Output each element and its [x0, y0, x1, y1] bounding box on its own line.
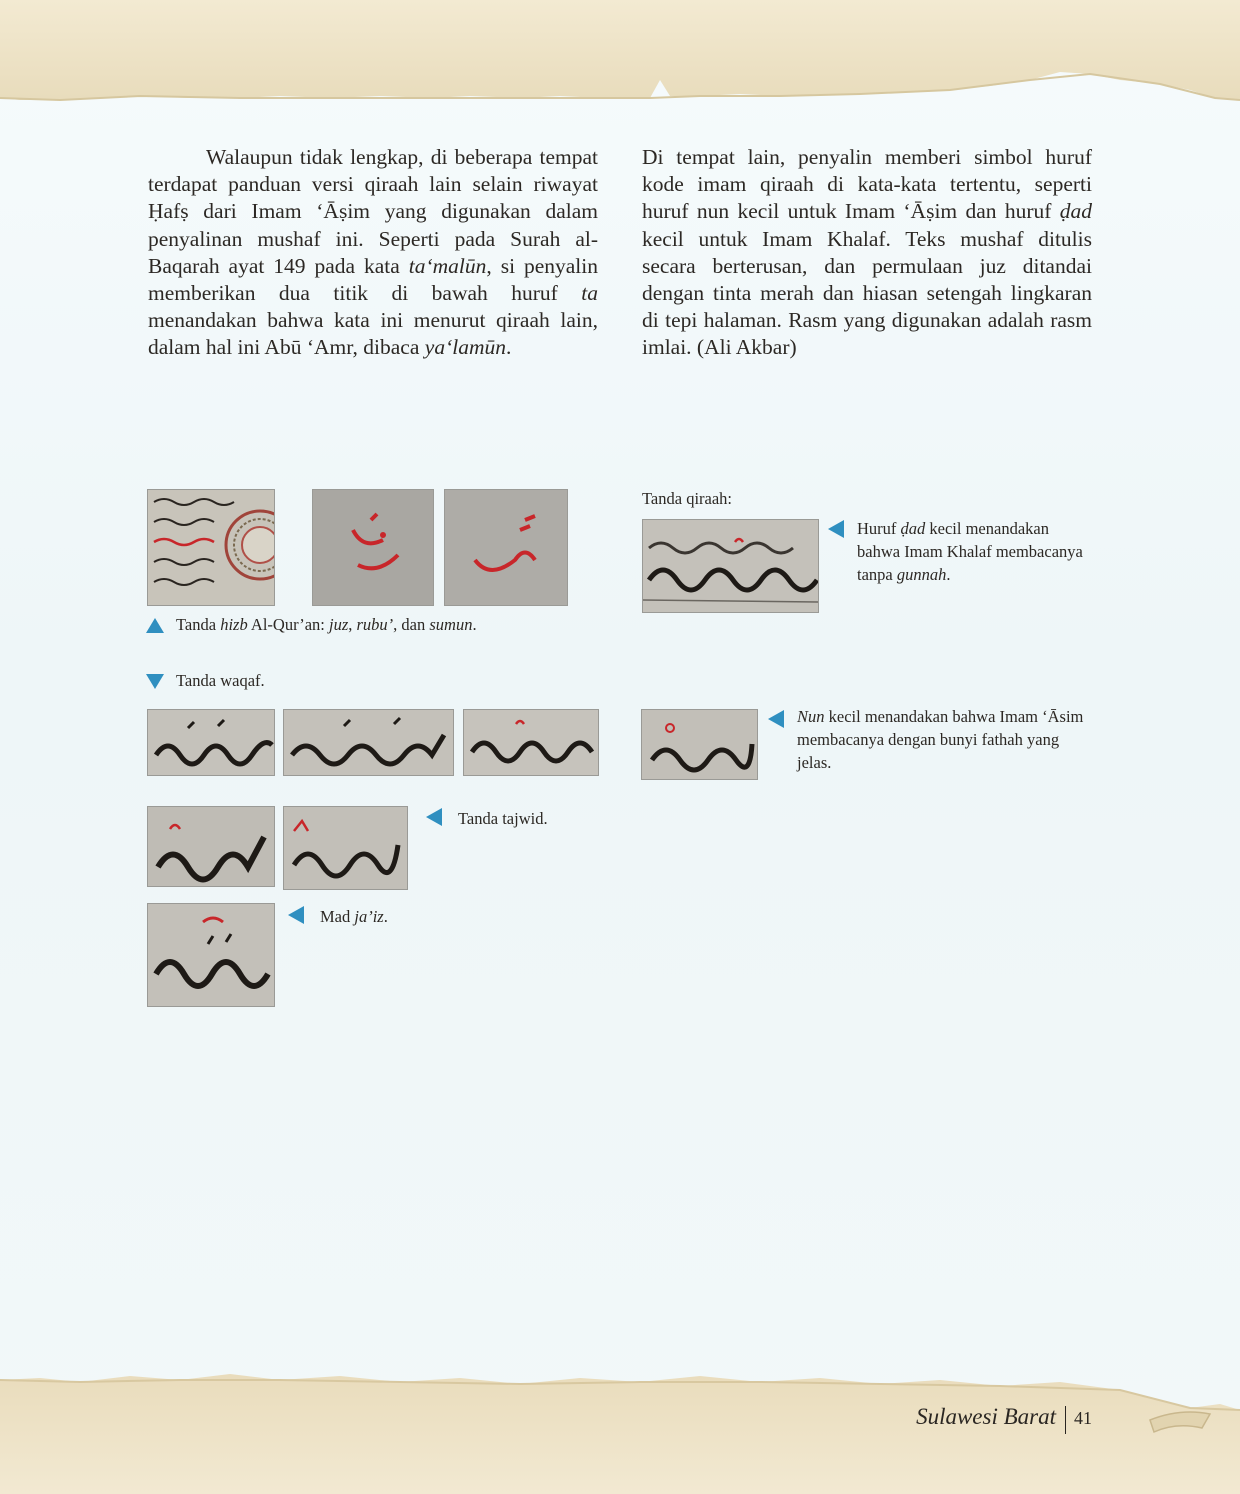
caption-hizb-italic: sumun: [429, 615, 473, 634]
caption-waqaf: Tanda waqaf.: [176, 671, 265, 690]
triangle-left-icon: [768, 710, 784, 728]
caption-hizb-part: .: [472, 615, 477, 634]
caption-hizb-italic: juz: [328, 615, 349, 634]
caption-mad-jaiz: [320, 905, 388, 928]
left-text-part-3: menandakan bahwa kata ini menurut qiraah lain, dalam hal ini Abū ʻAmr, dibaca: [148, 308, 598, 360]
caption-hizb-part: ,: [348, 615, 357, 634]
photo-juz-mark: [147, 489, 275, 606]
caption-mad-part: .: [383, 907, 388, 926]
word-dad: ḍad: [1059, 199, 1092, 224]
right-text-part-1: Di tempat lain, penyalin memberi simbol huruf kode imam qiraah di kata-kata tertentu, seperti huruf nun kecil untuk Imam ʻĀṣim dan huruf: [642, 145, 1092, 224]
caption-dad-part: .: [946, 565, 951, 584]
left-text-part-2: , si penyalin memberikan dua titik di bawah huruf: [148, 253, 598, 306]
caption-hizb-italic: hizb: [220, 615, 248, 634]
photo-qiraah-dad: [642, 519, 819, 613]
right-paragraph: [642, 144, 1092, 362]
word-ta: ta: [581, 281, 598, 306]
footer-separator: [1065, 1406, 1067, 1434]
caption-nun-part: kecil menandakan bahwa Imam ʻĀsim membacanya dengan bunyi fathah yang jelas.: [797, 707, 1084, 772]
photo-tajwid-2: [283, 806, 408, 890]
photo-qiraah-nun: [641, 709, 758, 780]
caption-dad-part: kecil menandakan bahwa Imam Khalaf membacanya tanpa: [857, 519, 1083, 584]
caption-nun-italic: Nun: [797, 707, 825, 726]
caption-mad-part: Mad: [320, 907, 355, 926]
caption-dad-part: Huruf: [857, 519, 901, 538]
photo-waqaf-2: [283, 709, 454, 776]
photo-mad-jaiz: [147, 903, 275, 1007]
triangle-left-icon: [426, 808, 442, 826]
caption-qiraah-title: Tanda qiraah:: [642, 489, 733, 508]
page-footer: [880, 1402, 1100, 1438]
word-tamalun: taʻmalūn: [408, 253, 487, 278]
caption-nun: [797, 705, 1097, 774]
triangle-down-icon: [146, 674, 164, 689]
left-text-column: [148, 144, 598, 362]
caption-hizb-italic: rubu’: [356, 615, 394, 634]
photo-waqaf-1: [147, 709, 275, 776]
caption-hizb-part: Al-Qur’an:: [247, 615, 329, 634]
caption-tajwid: Tanda tajwid.: [458, 809, 548, 828]
page-number: 41: [1074, 1408, 1092, 1428]
caption-hizb-part: , dan: [393, 615, 430, 634]
photo-sumun-mark: [444, 489, 568, 606]
photo-tajwid-1: [147, 806, 275, 887]
right-text-part-2: kecil untuk Imam Khalaf. Teks mushaf ditulis secara berterusan, dan permulaan juz ditandai dengan tinta merah dan hiasan setengah lingkaran di tepi halaman. Rasm yang digunakan adalah rasm imlai. (Ali Akbar): [642, 226, 1092, 360]
photo-rubu-mark: [312, 489, 434, 606]
footer-region-title: Sulawesi Barat: [916, 1404, 1056, 1429]
right-text-column: [642, 144, 1092, 362]
caption-dad-italic: gunnah: [896, 565, 947, 584]
triangle-left-icon: [288, 906, 304, 924]
caption-hizb-part: Tanda: [176, 615, 221, 634]
caption-hizb: [176, 613, 477, 636]
word-yalamun: yaʻlamūn: [424, 335, 506, 360]
torn-paper-top: [0, 0, 1240, 120]
left-text-part-1: Walaupun tidak lengkap, di beberapa tempat terdapat panduan versi qiraah lain selain riwayat Ḥafṣ dari Imam ʻĀṣim yang digunakan dalam penyalinan mushaf ini. Seperti pada Surah al-Baqarah ayat 149 pada kata: [148, 145, 598, 278]
caption-dad-italic: ḍad: [900, 519, 926, 538]
triangle-up-icon: [146, 618, 164, 633]
left-text-part-4: .: [505, 335, 512, 360]
left-paragraph: [148, 144, 598, 362]
triangle-left-icon: [828, 520, 844, 538]
caption-mad-italic: ja’iz: [354, 907, 384, 926]
caption-dad: [857, 517, 1087, 586]
photo-waqaf-3: [463, 709, 599, 776]
